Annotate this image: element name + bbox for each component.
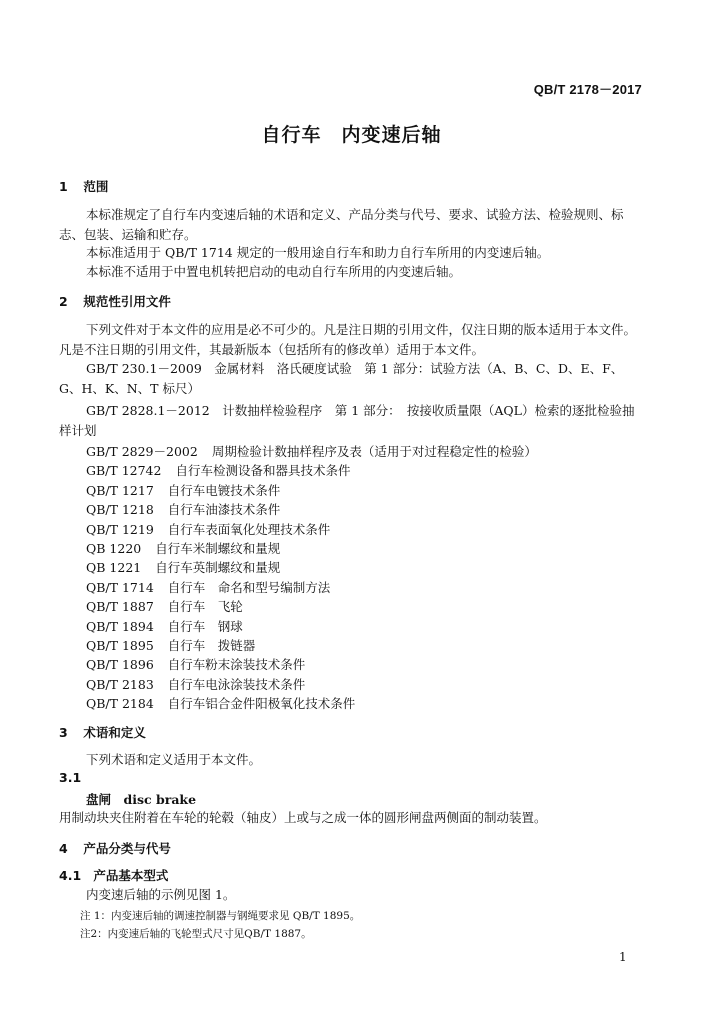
reference-code: GB/T 12742	[86, 463, 162, 479]
term-name: 盘闸 disc brake	[86, 792, 197, 807]
reference-item	[86, 617, 537, 636]
reference-code: QB/T 1217	[86, 482, 154, 498]
subsection-title: 产品基本型式	[93, 868, 169, 883]
reference-code: QB/T 1896	[86, 657, 154, 673]
reference-list	[86, 442, 537, 713]
section-number: 4	[59, 841, 68, 856]
reference-code: QB/T 1887	[86, 599, 154, 615]
reference-code: QB/T 1894	[86, 618, 154, 634]
section-number: 1	[59, 179, 68, 194]
note-1: 注 1：内变速后轴的调速控制器与钢绳要求见 QB/T 1895。	[80, 910, 361, 922]
reference-code: QB/T 2183	[86, 676, 154, 692]
section-1-heading	[59, 177, 108, 195]
normative-intro: 下列文件对于本文件的应用是必不可少的。凡是注日期的引用文件，仅注日期的版本适用于本文件。凡是不注日期的引用文件，其最新版本（包括所有的修改单）适用于本文件。	[59, 322, 637, 357]
reference-item	[86, 539, 537, 558]
reference-title: 自行车电泳涂装技术条件	[167, 676, 306, 692]
page-number: 1	[619, 950, 627, 964]
scope-paragraph-3: 本标准不适用于中置电机转把启动的电动自行车所用的内变速后轴。	[86, 264, 462, 279]
reference-title: 自行车电镀技术条件	[167, 482, 281, 498]
reference-gb-t-2828-1: GB/T 2828.1－2012 计数抽样检验程序 第 1 部分： 按接收质量限（AQL）检索的逐批检验抽样计划	[59, 403, 635, 438]
reference-title: 自行车 飞轮	[167, 599, 243, 615]
reference-item	[86, 597, 537, 616]
reference-title: 自行车 拨链器	[167, 637, 256, 653]
reference-title: 周期检验计数抽样程序及表（适用于对过程稳定性的检验）	[211, 444, 537, 459]
reference-item	[86, 636, 537, 655]
reference-gb-t-230-1: GB/T 230.1－2009 金属材料 洛氏硬度试验 第 1 部分：试验方法（A、B、C、D、E、F、G、H、K、N、T 标尺）	[59, 361, 624, 396]
reference-title: 自行车 钢球	[167, 618, 243, 634]
section-number: 3	[59, 725, 68, 740]
reference-item	[86, 461, 537, 480]
document-title: 自行车 内变速后轴	[261, 124, 442, 146]
reference-title: 自行车铝合金件阳极氧化技术条件	[167, 696, 356, 712]
section-title: 范围	[83, 179, 109, 194]
reference-item	[86, 655, 537, 674]
reference-code: QB/T 2184	[86, 696, 154, 712]
reference-item	[86, 442, 537, 461]
reference-title: 自行车检测设备和器具技术条件	[175, 463, 351, 479]
reference-title: 自行车英制螺纹和量规	[155, 560, 281, 576]
reference-item	[86, 675, 537, 694]
classification-text: 内变速后轴的示例见图 1。	[86, 887, 236, 902]
reference-item	[86, 558, 537, 577]
reference-code: QB 1220	[86, 540, 142, 556]
terms-intro: 下列术语和定义适用于本文件。	[86, 752, 262, 767]
reference-code: QB/T 1219	[86, 521, 154, 537]
note-2: 注2：内变速后轴的飞轮型式尺寸见QB/T 1887。	[80, 928, 312, 940]
section-number: 2	[59, 294, 68, 309]
subsection-4-1-heading	[59, 866, 168, 884]
reference-item	[86, 520, 537, 539]
term-definition: 用制动块夹住附着在车轮的轮毂（轴皮）上或与之成一体的圆形闸盘两侧面的制动装置。	[59, 810, 547, 825]
reference-title: 自行车 命名和型号编制方法	[167, 579, 331, 595]
standard-code: QB/T 2178－2017	[533, 82, 642, 97]
section-title: 规范性引用文件	[83, 294, 171, 309]
scope-paragraph-2: 本标准适用于 QB/T 1714 规定的一般用途自行车和助力自行车所用的内变速后轴。	[86, 245, 550, 260]
reference-title: 自行车表面氧化处理技术条件	[167, 521, 331, 537]
section-3-heading	[59, 723, 146, 741]
reference-code: QB/T 1218	[86, 502, 154, 518]
term-number: 3.1	[59, 770, 82, 785]
scope-paragraph-1: 本标准规定了自行车内变速后轴的术语和定义、产品分类与代号、要求、试验方法、检验规则、标志、包装、运输和贮存。	[59, 207, 624, 242]
reference-item	[86, 578, 537, 597]
reference-item	[86, 481, 537, 500]
reference-title: 自行车米制螺纹和量规	[155, 540, 281, 556]
section-2-heading	[59, 292, 171, 310]
reference-item	[86, 694, 537, 713]
reference-item	[86, 500, 537, 519]
section-title: 术语和定义	[83, 725, 146, 740]
section-title: 产品分类与代号	[83, 841, 171, 856]
reference-code: QB/T 1895	[86, 637, 154, 653]
reference-title: 自行车粉末涂装技术条件	[167, 657, 306, 673]
reference-code: GB/T 2829－2002	[86, 444, 198, 459]
reference-code: QB/T 1714	[86, 579, 154, 595]
reference-title: 自行车油漆技术条件	[167, 502, 281, 518]
subsection-number: 4.1	[59, 868, 82, 883]
section-4-heading	[59, 839, 171, 857]
reference-code: QB 1221	[86, 560, 142, 576]
